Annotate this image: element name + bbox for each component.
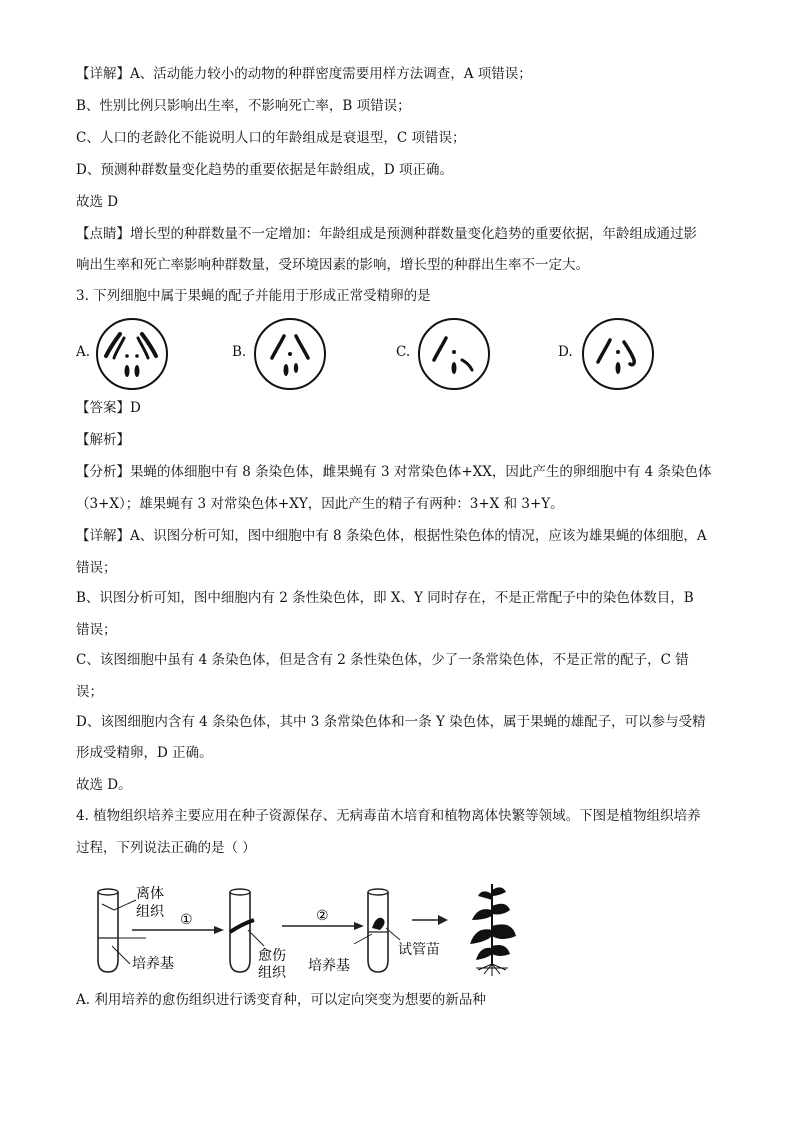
analysis-heading: [76, 430, 130, 450]
tag: 【答案】: [76, 400, 130, 416]
test-tube-3: [368, 889, 388, 972]
text: D、该图细胞内含有 4 条染色体，其中 3 条常染色体和一条 Y 染色体，属于果蝇的雄配子，可以参与受精: [76, 714, 706, 730]
cell-diagram-a: [94, 316, 170, 392]
test-tube-2: [230, 889, 254, 972]
line-5: [76, 224, 697, 244]
option-label-a: A.: [76, 344, 91, 360]
line-22: [76, 838, 256, 858]
text: B、识图分析可知，图中细胞内有 2 条性染色体，即 X、Y 同时存在，不是正常配子中的染色体数目，B: [76, 590, 694, 606]
tag: 【分析】: [76, 464, 130, 480]
option-label-b: B.: [232, 344, 247, 360]
line-3: [76, 160, 453, 180]
step-1-label: ①: [180, 912, 193, 928]
option-label-d: D.: [558, 344, 573, 360]
plant-illustration: [470, 884, 516, 976]
tag: 【点睛】: [76, 226, 130, 242]
text: 错误；: [76, 560, 117, 576]
option-a-line: [76, 990, 486, 1010]
arrow-step-3: [412, 915, 448, 925]
text: A. 利用培养的愈伤组织进行诱变育种，可以定向突变为想要的新品种: [76, 992, 486, 1008]
line-1: [76, 96, 411, 116]
tag: 【解析】: [76, 432, 130, 448]
line-17: [76, 682, 103, 702]
cell-diagram-b: [252, 316, 328, 392]
line-20: [76, 775, 132, 795]
text: C、人口的老龄化不能说明人口的年龄组成是衰退型，C 项错误；: [76, 130, 466, 146]
text: 4. 植物组织培养主要应用在种子资源保存、无病毒苗木培育和植物离体快繁等领域。下图是植物组织培养: [76, 808, 701, 824]
label-medium-1: 培养基: [132, 956, 174, 972]
line-12: [76, 526, 707, 546]
text: D、预测种群数量变化趋势的重要依据是年龄组成，D 项正确。: [76, 162, 453, 178]
text: 故选 D。: [76, 777, 132, 793]
line-19: [76, 743, 213, 763]
label-explant-2: 组织: [136, 904, 164, 920]
text: 增长型的种群数量不一定增加：年龄组成是预测种群数量变化趋势的重要依据，年龄组成通过影: [130, 226, 697, 242]
text: 果蝇的体细胞中有 8 条染色体，雌果蝇有 3 对常染色体+XX，因此产生的卵细胞中有 4 条染色体: [130, 464, 712, 480]
tag: 【详解】: [76, 528, 130, 544]
line-2: [76, 128, 465, 148]
arrow-step-2: [282, 908, 364, 930]
cell-diagram-c: [416, 316, 492, 392]
tag: 【详解】: [76, 66, 130, 82]
text: 形成受精卵，D 正确。: [76, 745, 213, 761]
tissue-culture-diagram: [92, 880, 532, 980]
test-tube-1: [98, 889, 118, 972]
text: A、识图分析可知，图中细胞中有 8 条染色体，根据性染色体的情况，应该为雄果蝇的体细胞，A: [130, 528, 707, 544]
text: C、该图细胞中虽有 4 条染色体，但是含有 2 条性染色体，少了一条常染色体，不是正常的配子，C 错: [76, 652, 689, 668]
label-callus-1: 愈伤: [258, 948, 286, 964]
answer-line: [76, 398, 141, 418]
label-plantlet: 试管苗: [398, 942, 440, 958]
step-2-label: ②: [316, 908, 329, 924]
question-4: [76, 806, 701, 826]
option-label-c: C.: [396, 344, 411, 360]
line-14: [76, 588, 694, 608]
text: 误；: [76, 684, 103, 700]
cell-diagram-d: [580, 316, 656, 392]
line-18: [76, 712, 706, 732]
text: 3. 下列细胞中属于果蝇的配子并能用于形成正常受精卵的是: [76, 288, 431, 304]
line-0: [76, 64, 532, 84]
text: A、活动能力较小的动物的种群密度需要用样方法调查，A 项错误；: [130, 66, 532, 82]
question-3: [76, 286, 431, 306]
line-13: [76, 558, 117, 578]
label-callus-2: 组织: [258, 965, 286, 980]
text: B、性别比例只影响出生率，不影响死亡率，B 项错误；: [76, 98, 411, 114]
text: D: [130, 400, 141, 416]
text: 错误；: [76, 622, 117, 638]
text: 过程，下列说法正确的是（ ）: [76, 840, 256, 856]
line-15: [76, 620, 117, 640]
text: （3+X）；雄果蝇有 3 对常染色体+XY，因此产生的精子有两种：3+X 和 3+Y。: [76, 496, 564, 512]
text: 故选 D: [76, 194, 119, 210]
line-4: [76, 192, 118, 212]
label-explant-1: 离体: [136, 886, 164, 902]
text: 响出生率和死亡率影响种群数量，受环境因素的影响，增长型的种群出生率不一定大。: [76, 257, 589, 273]
line-6: [76, 255, 589, 275]
line-11: [76, 494, 564, 514]
line-16: [76, 650, 689, 670]
label-medium-2: 培养基: [308, 958, 350, 974]
line-10: [76, 462, 712, 482]
